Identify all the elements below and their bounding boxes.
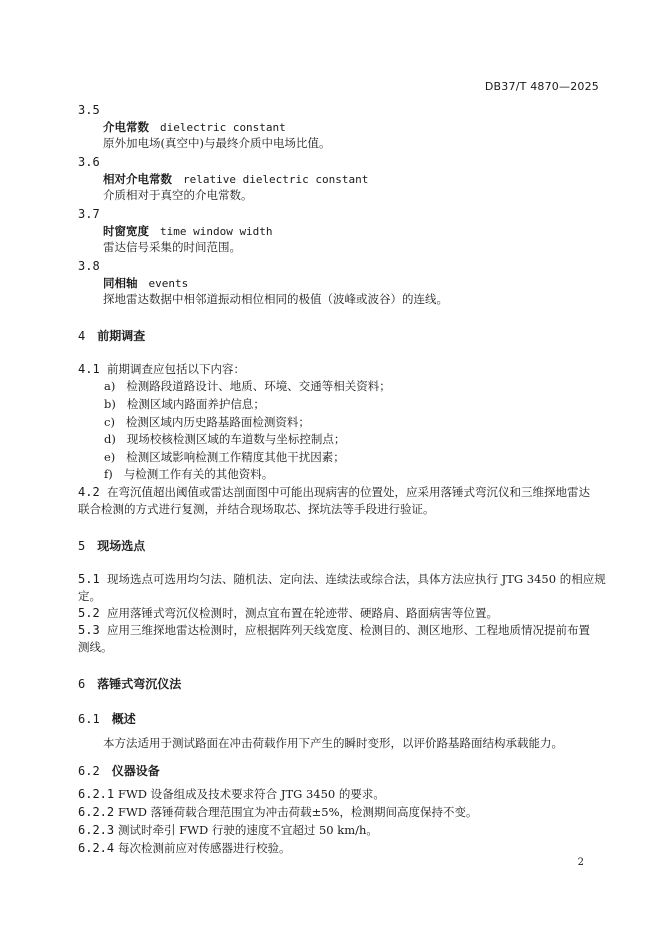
term-heading bbox=[103, 171, 368, 188]
term-heading bbox=[103, 275, 188, 292]
section-number: 5 bbox=[78, 539, 86, 553]
list-text: 检测区域影响检测工作精度其他干扰因素； bbox=[126, 450, 345, 464]
clause-number: 5.1 bbox=[78, 572, 100, 586]
subsection-heading-6-1 bbox=[78, 710, 136, 727]
list-item bbox=[104, 466, 273, 482]
clause-text-continued: 定。 bbox=[78, 589, 101, 603]
list-text: 现场校核检测区域的车道数与坐标控制点； bbox=[126, 432, 346, 446]
section-heading-6 bbox=[78, 675, 181, 692]
clause-text: 应用三维探地雷达检测时，应根据阵列天线宽度、检测目的、测区地形、工程地质情况提前布置 bbox=[107, 623, 590, 637]
clause-text: 应用落锤式弯沉仪检测时，测点宜布置在轮迹带、硬路肩、路面病害等位置。 bbox=[107, 606, 498, 620]
term-en: time window width bbox=[159, 225, 273, 238]
clause-number: 6.2.2 bbox=[78, 805, 115, 819]
term-en: events bbox=[148, 277, 189, 290]
clause-text: FWD 设备组成及技术要求符合 JTG 3450 的要求。 bbox=[118, 787, 385, 801]
term-zh: 介电常数 bbox=[103, 120, 149, 134]
subsection-heading-6-2 bbox=[78, 762, 160, 779]
clause-number: 5.2 bbox=[78, 606, 100, 620]
term-definition: 雷达信号采集的时间范围。 bbox=[103, 240, 241, 254]
term-zh: 相对介电常数 bbox=[103, 172, 172, 186]
term-definition: 探地雷达数据中相邻道振动相位相同的极值（波峰或波谷）的连线。 bbox=[103, 292, 448, 306]
list-item bbox=[104, 431, 345, 447]
list-item bbox=[104, 378, 391, 394]
clause-text: 每次检测前应对传感器进行校验。 bbox=[118, 841, 291, 855]
clause-text: 现场选点可选用均匀法、随机法、定向法、连续法或综合法，具体方法应执行 JTG 3450 的相应规 bbox=[107, 572, 606, 586]
list-item bbox=[104, 396, 265, 412]
clause-text-continued: 测线。 bbox=[78, 640, 113, 654]
term-number: 3.5 bbox=[78, 103, 100, 117]
subsection-number: 6.1 bbox=[78, 712, 100, 726]
section-title: 落锤式弯沉仪法 bbox=[97, 677, 182, 691]
term-number: 3.7 bbox=[78, 207, 100, 221]
list-text: 检测区域内历史路基路面检测资料； bbox=[125, 415, 310, 429]
clause-number: 4.1 bbox=[78, 362, 100, 376]
section-title: 现场选点 bbox=[97, 539, 146, 553]
list-text: 检测区域内路面养护信息； bbox=[126, 397, 265, 411]
clause-number: 6.2.1 bbox=[78, 787, 115, 801]
section-heading-4 bbox=[78, 327, 145, 344]
list-marker: a) bbox=[104, 379, 116, 393]
page-number: 2 bbox=[577, 857, 584, 868]
clause-number: 4.2 bbox=[78, 485, 100, 499]
list-marker: e) bbox=[104, 450, 116, 464]
section-title: 前期调查 bbox=[97, 329, 146, 343]
document-code: DB37/T 4870—2025 bbox=[484, 80, 599, 93]
term-definition: 原外加电场(真空中)与最终介质中电场比值。 bbox=[103, 136, 331, 150]
list-marker: f) bbox=[104, 467, 113, 481]
section-number: 6 bbox=[78, 677, 86, 691]
list-item bbox=[104, 449, 345, 465]
term-number: 3.6 bbox=[78, 155, 100, 169]
clause-text: 前期调查应包括以下内容： bbox=[107, 362, 245, 376]
section-heading-5 bbox=[78, 537, 145, 554]
list-text: 与检测工作有关的其他资料。 bbox=[123, 467, 274, 481]
list-marker: b) bbox=[104, 397, 116, 411]
list-marker: d) bbox=[104, 432, 116, 446]
term-zh: 时窗宽度 bbox=[103, 224, 149, 238]
clause-text-continued: 联合检测的方式进行复测，并结合现场取芯、探坑法等手段进行验证。 bbox=[78, 502, 435, 516]
clause-text: 测试时牵引 FWD 行驶的速度不宜超过 50 km/h。 bbox=[118, 823, 378, 837]
term-definition: 介质相对于真空的介电常数。 bbox=[103, 188, 253, 202]
clause-number: 6.2.4 bbox=[78, 841, 115, 855]
list-item bbox=[104, 414, 310, 430]
term-en: relative dielectric constant bbox=[182, 173, 369, 186]
section-number: 4 bbox=[78, 329, 86, 343]
clause-number: 5.3 bbox=[78, 623, 100, 637]
subsection-text: 本方法适用于测试路面在冲击荷载作用下产生的瞬时变形，以评价路基路面结构承载能力。 bbox=[103, 736, 563, 750]
term-zh: 同相轴 bbox=[103, 276, 138, 290]
term-number: 3.8 bbox=[78, 259, 100, 273]
term-en: dielectric constant bbox=[159, 121, 286, 134]
clause-text: 在弯沉值超出阈值或雷达剖面图中可能出现病害的位置处，应采用落锤式弯沉仪和三维探地雷达 bbox=[107, 485, 590, 499]
clause-number: 6.2.3 bbox=[78, 823, 115, 837]
subsection-title: 概述 bbox=[111, 712, 136, 726]
list-text: 检测路段道路设计、地质、环境、交通等相关资料； bbox=[126, 379, 391, 393]
term-heading bbox=[103, 119, 286, 136]
subsection-title: 仪器设备 bbox=[111, 764, 160, 778]
list-marker: c) bbox=[104, 415, 115, 429]
term-heading bbox=[103, 223, 273, 240]
subsection-number: 6.2 bbox=[78, 764, 100, 778]
clause-text: FWD 落锤荷载合理范围宜为冲击荷载±5%，检测期间高度保持不变。 bbox=[118, 805, 478, 819]
